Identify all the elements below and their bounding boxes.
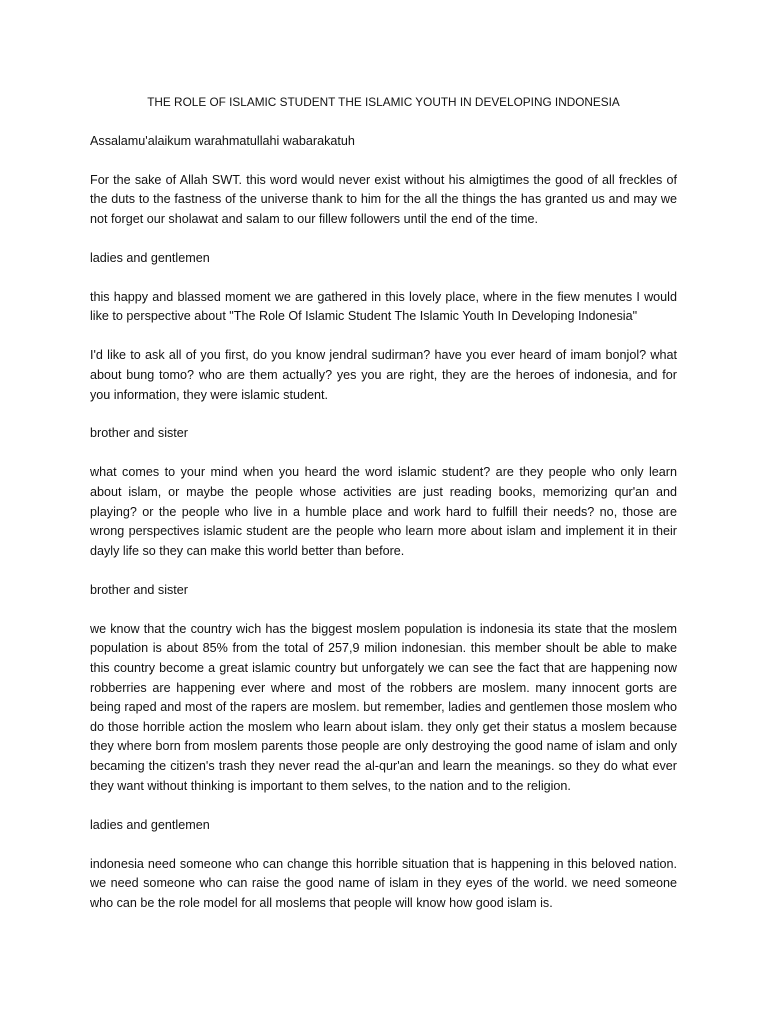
- salutation-brother-sister: brother and sister: [90, 426, 189, 441]
- greeting-paragraph: Assalamu'alaikum warahmatullahi wabarakatuh: [90, 133, 355, 148]
- perspective-paragraph: what comes to your mind when you heard the word islamic student? are they people who only learn about islam, or maybe the people whose activities are just reading books, memorizing qur'an and playing? or the people who live in a humble place and work hard to fulfill their needs? no, those are wrong perspectives islamic student are the people who learn more about islam and implement it in their dayly life so they can make this world better than before.: [90, 465, 677, 558]
- opening-paragraph: For the sake of Allah SWT. this word would never exist without his almigtimes the good of all freckles of the duts to the fastness of the universe thank to him for the all the things the has granted us and may we not forget our sholawat and salam to our fillew followers until the end of the time.: [90, 172, 677, 226]
- salutation-ladies-gentlemen: ladies and gentlemen: [90, 250, 210, 265]
- document-page: [90, 93, 677, 933]
- intro-paragraph: this happy and blassed moment we are gathered in this lovely place, where in the fiew menutes I would like to perspective about "The Role Of Islamic Student The Islamic Youth In Developing Indonesia": [90, 289, 677, 324]
- salutation-brother-sister-2: brother and sister: [90, 582, 189, 597]
- population-paragraph: we know that the country wich has the biggest moslem population is indonesia its state that the moslem population is about 85% from the total of 257,9 milion indonesian. this member shoult be able to make this country become a great islamic country but unforgately we can see the fact that are happening now robberries are happening ever where and most of the robbers are moslem. many innocent gorts are being raped and most of the rapers are moslem. but remember, ladies and gentlemen those moslem who do those horrible action the moslem who learn about islam. they only get their status a moslem because they where born from moslem parents those people are only destroying the good name of islam and only becaming the citizen's trash they never read the al-qur'an and learn the meanings. so they do what ever they want without thinking is important to them selves, to the nation and to the religion.: [90, 621, 677, 793]
- heroes-paragraph: I'd like to ask all of you first, do you know jendral sudirman? have you ever heard of imam bonjol? what about bung tomo? who are them actually? yes you are right, they are the heroes of indonesia, and for you information, they were islamic student.: [90, 348, 677, 402]
- closing-paragraph: indonesia need someone who can change this horrible situation that is happening in this beloved nation. we need someone who can raise the good name of islam in they eyes of the world. we need someone who can be the role model for all moslems that people will know how good islam is.: [90, 856, 677, 910]
- salutation-ladies-gentlemen-2: ladies and gentlemen: [90, 817, 210, 832]
- document-title: THE ROLE OF ISLAMIC STUDENT THE ISLAMIC YOUTH IN DEVELOPING INDONESIA: [147, 95, 620, 109]
